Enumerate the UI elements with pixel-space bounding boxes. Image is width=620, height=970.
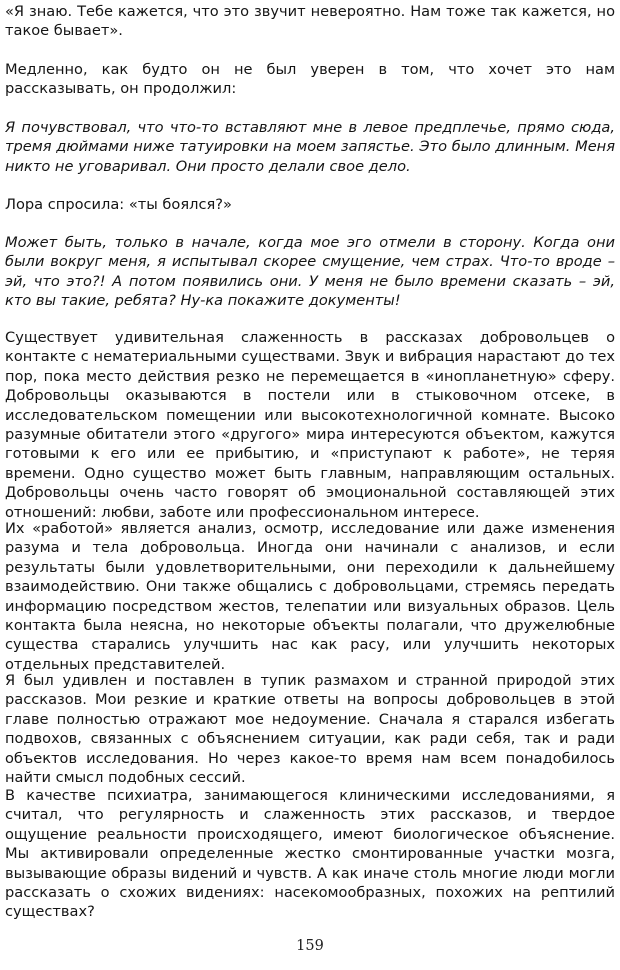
page-number: 159 bbox=[296, 938, 324, 954]
paragraph-remarkable-coherence: Существует удивительная слаженность в рассказах добровольцев о контакте с нематериальными существами. Звук и вибрация нарастают до тех пор, пока место действия резко не перемещается в «инопланетную» сферу. Добровольцы оказываются в постели или в стыковочном отсеке, в исследовательском помещении или высокотехнологичной комнате. Высоко разумные обитатели этого «другого» мира интересуются объектом, кажутся готовыми к его или ее прибытию, и «приступают к работе», не теряя времени. Одно существо может быть главным, направляющим остальных. Добровольцы очень часто говорят об эмоциональной составляющей этих отношений: любви, заботе или профессиональном интересе. bbox=[5, 329, 615, 521]
paragraph-their-work: Их «работой» является анализ, осмотр, исследование или даже изменения разума и тела добровольца. Иногда они начинали с анализов, и если результаты были удовлетворительными, они переходили к дальнейшему взаимодействию. Они также общались с добровольцами, стремясь передать информацию посредством жестов, телепатии или визуальных образов. Цель контакта была неясна, но некоторые объекты полагали, что дружелюбные существа старались улучшить нас как расу, или улучшить некоторых отдельных представителей. bbox=[5, 520, 615, 673]
paragraph-slowly-continued: Медленно, как будто он не был уверен в том, что хочет это нам рассказывать, он продолжил: bbox=[5, 61, 615, 98]
paragraph-maybe-at-start: Может быть, только в начале, когда мое эго отмели в сторону. Когда они были вокруг меня, я испытывал скорее смущение, чем страх. Что-то вроде – эй, что это?! А потом появились они. У меня не было времени сказать – эй, кто вы такие, ребята? Ну-ка покажите документы! bbox=[5, 234, 615, 310]
paragraph-felt-insertion: Я почувствовал, что что-то вставляют мне в левое предплечье, прямо сюда, тремя дюймами ниже татуировки на моем запястье. Это было длинным. Меня никто не уговаривал. Они просто делали свое дело. bbox=[5, 119, 615, 175]
paragraph-as-psychiatrist: В качестве психиатра, занимающегося клиническими исследованиями, я считал, что регулярность и слаженность этих рассказов, и твердое ощущение реальности происходящего, имеют биологическое объяснение. Мы активировали определенные жестко смонтированные участки мозга, вызывающие образы видений и чувств. А как иначе столь многие люди могли рассказать о схожих видениях: насекомообразных, похожих на рептилий существах? bbox=[5, 787, 615, 921]
paragraph-laura-asked: Лора спросила: «ты боялся?» bbox=[5, 196, 232, 213]
paragraph-quote-i-know: «Я знаю. Тебе кажется, что это звучит невероятно. Нам тоже так кажется, но такое бывает». bbox=[5, 3, 615, 40]
paragraph-i-was-surprised: Я был удивлен и поставлен в тупик размахом и странной природой этих рассказов. Мои резкие и краткие ответы на вопросы добровольцев в этой главе полностью отражают мое недоумение. Сначала я старался избегать подвохов, связанных с объяснением ситуации, как ради себя, так и ради объектов исследования. Но через какое-то время нам всем понадобилось найти смысл подобных сессий. bbox=[5, 672, 615, 787]
